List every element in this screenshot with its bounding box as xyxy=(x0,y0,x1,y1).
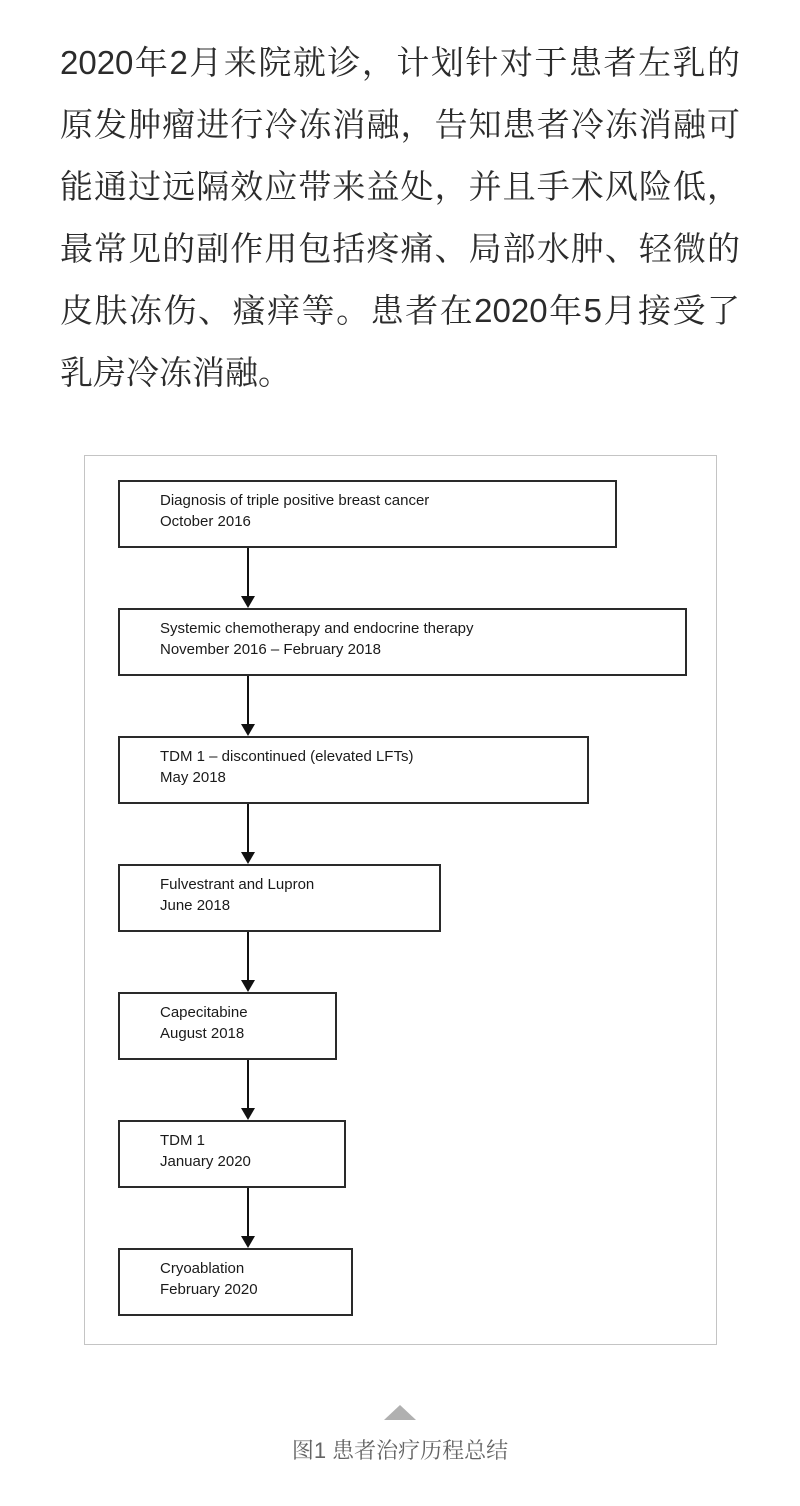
arrow-head-icon xyxy=(241,980,255,992)
paragraph-line: 能通过远隔效应带来益处，并且手术风险低， xyxy=(60,168,740,205)
flow-arrow-down xyxy=(118,548,418,608)
step-title: Systemic chemotherapy and endocrine therapy xyxy=(160,620,474,637)
flow-arrow-down xyxy=(118,804,418,864)
arrow-head-icon xyxy=(241,1236,255,1248)
step-date: January 2020 xyxy=(160,1153,251,1170)
flow-arrow-down xyxy=(118,1060,418,1120)
flow-arrow-down xyxy=(118,676,418,736)
paragraph-line: 皮肤冻伤、瘙痒等。患者在2020年5月接受了 xyxy=(60,292,740,329)
step-title: Cryoablation xyxy=(160,1260,245,1277)
treatment-flowchart xyxy=(118,480,716,1316)
flow-step-diagnosis xyxy=(118,480,617,548)
arrow-stem xyxy=(247,548,249,596)
flow-step-capecitabine xyxy=(118,992,337,1060)
step-title: TDM 1 xyxy=(160,1132,205,1149)
flow-step-tdm1-discontinued xyxy=(118,736,589,804)
step-title: Fulvestrant and Lupron xyxy=(160,876,315,893)
step-date: October 2016 xyxy=(160,513,251,530)
figure-caption: 图1 患者治疗历程总结 xyxy=(291,1438,509,1463)
step-date: August 2018 xyxy=(160,1025,245,1042)
arrow-head-icon xyxy=(241,596,255,608)
flow-step-cryoablation xyxy=(118,1248,353,1316)
triangle-up-icon xyxy=(384,1405,416,1420)
flow-step-chemo-endocrine xyxy=(118,608,687,676)
step-title: Diagnosis of triple positive breast cancer xyxy=(160,492,430,509)
arrow-stem xyxy=(247,932,249,980)
arrow-stem xyxy=(247,1060,249,1108)
flow-step-tdm1 xyxy=(118,1120,346,1188)
step-title: Capecitabine xyxy=(160,1004,248,1021)
step-date: June 2018 xyxy=(160,897,231,914)
article-paragraph xyxy=(0,0,800,404)
paragraph-line: 最常见的副作用包括疼痛、局部水肿、轻微的 xyxy=(60,230,740,267)
arrow-stem xyxy=(247,676,249,724)
step-title: TDM 1 – discontinued (elevated LFTs) xyxy=(160,748,414,765)
arrow-head-icon xyxy=(241,852,255,864)
paragraph-line: 原发肿瘤进行冷冻消融，告知患者冷冻消融可 xyxy=(60,106,740,143)
flow-step-fulvestrant-lupron xyxy=(118,864,441,932)
arrow-stem xyxy=(247,1188,249,1236)
paragraph-line: 2020年2月来院就诊，计划针对于患者左乳的 xyxy=(60,44,740,81)
step-date: February 2020 xyxy=(160,1281,258,1298)
flow-arrow-down xyxy=(118,932,418,992)
figure-frame xyxy=(84,455,717,1345)
arrow-head-icon xyxy=(241,724,255,736)
flow-arrow-down xyxy=(118,1188,418,1248)
arrow-head-icon xyxy=(241,1108,255,1120)
arrow-stem xyxy=(247,804,249,852)
step-date: May 2018 xyxy=(160,769,226,786)
paragraph-line: 乳房冷冻消融。 xyxy=(60,354,291,391)
step-date: November 2016 – February 2018 xyxy=(160,641,381,658)
